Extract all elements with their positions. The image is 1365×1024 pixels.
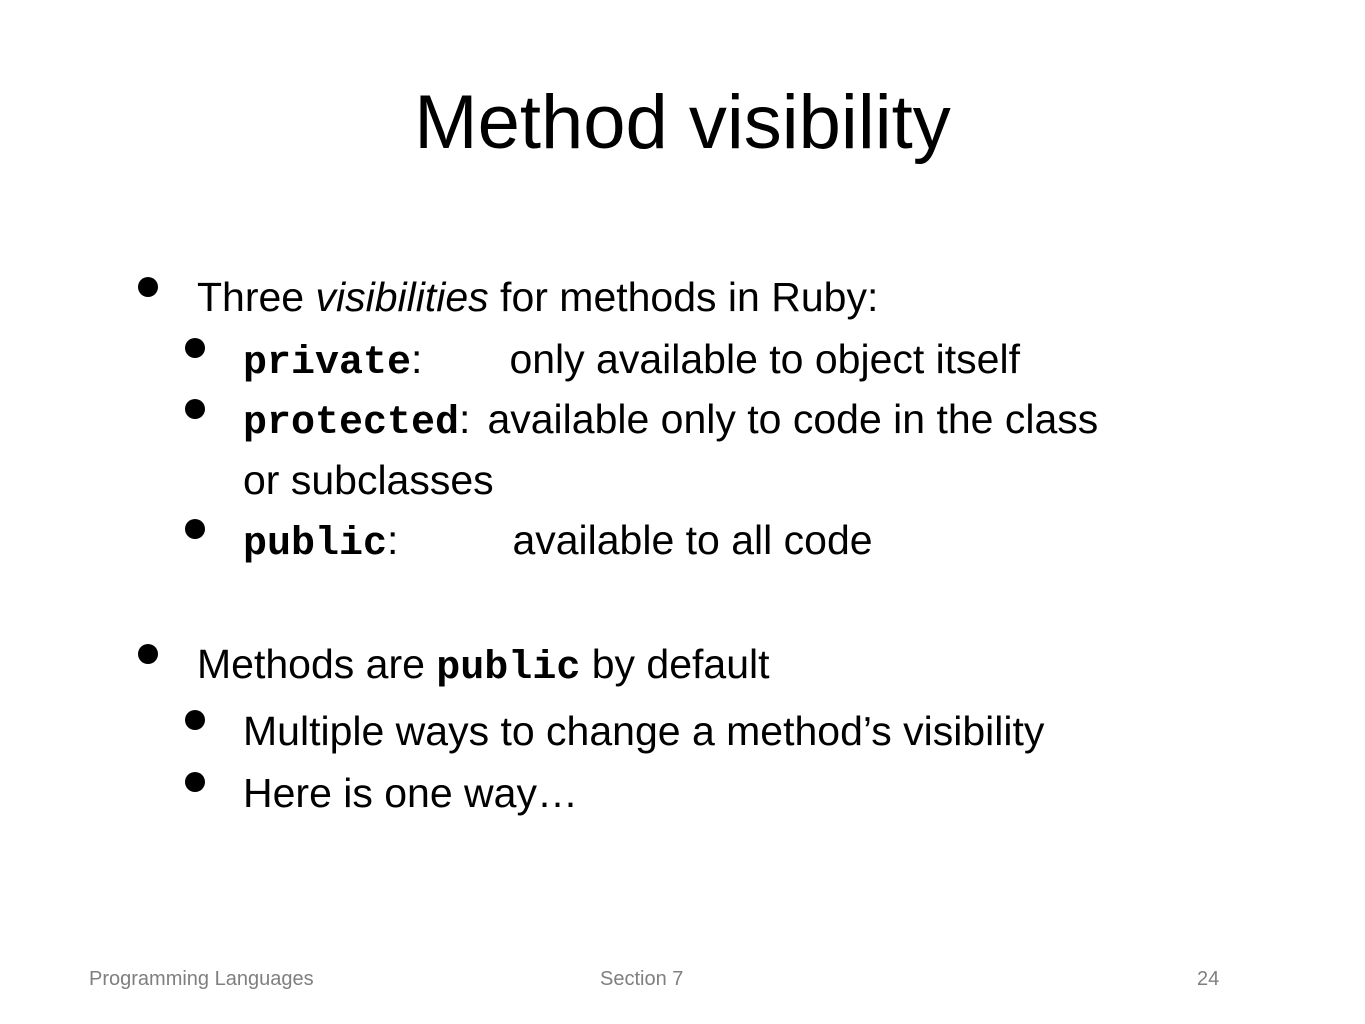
sub-bullet-description: only available to object itself [509,336,1020,382]
footer-section: Section 7 [600,968,684,990]
sub-bullet-dot-icon [185,338,205,358]
bullet-text-emphasis: visibilities [315,274,489,320]
sub-bullet-protected [243,394,1098,449]
bullet-text-default [197,639,770,694]
separator: : [411,336,423,382]
sub-bullet-dot-icon [185,772,205,792]
footer-page-number: 24 [1197,968,1220,990]
footer-course-name: Programming Languages [89,968,314,990]
code-keyword-public: public [243,522,388,567]
slide-title: Method visibility [414,80,951,165]
sub-bullet-dot-icon [185,519,205,539]
sub-bullet-multiple-ways: Multiple ways to change a method’s visibility [243,708,1045,754]
sub-bullet-protected-continuation: or subclasses [243,457,494,503]
sub-bullet-dot-icon [185,399,205,419]
bullet-text-post: by default [580,641,770,687]
code-keyword-public: public [436,646,581,691]
separator: : [387,517,399,563]
code-keyword-private: private [243,341,412,386]
sub-bullet-description: available to all code [512,517,873,563]
bullet-text-pre: Methods are [197,641,437,687]
bullet-dot-icon [138,277,158,297]
sub-bullet-description: available only to code in the class [487,396,1099,442]
bullet-text-visibilities [197,272,878,322]
bullet-dot-icon [138,644,158,664]
bullet-text-post: for methods in Ruby: [488,274,879,320]
sub-bullet-one-way: Here is one way… [243,770,578,816]
sub-bullet-private [243,334,1020,389]
separator: : [459,396,471,442]
sub-bullet-public [243,515,873,570]
code-keyword-protected: protected [243,401,460,446]
sub-bullet-dot-icon [185,710,205,730]
bullet-text-pre: Three [197,274,316,320]
